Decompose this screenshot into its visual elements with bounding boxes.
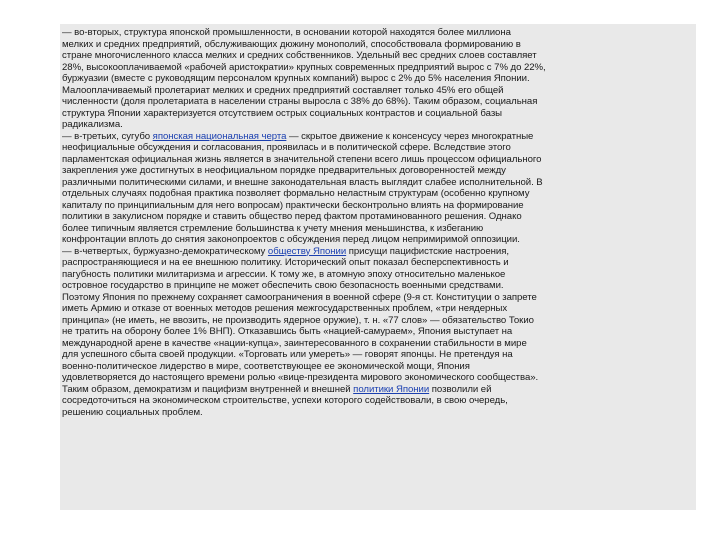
- text-segment: присущи пацифистские настроения,: [346, 245, 509, 257]
- text-line: [62, 177, 696, 189]
- text-line: [62, 39, 696, 51]
- text-line: [62, 200, 696, 212]
- text-segment: Поэтому Япония по прежнему сохраняет самоограничения в военной сфере (9-я ст. Конституции о запрете: [62, 291, 537, 303]
- text-segment: буржуазии (вместе с руководящим персоналом крупных компаний) вырос с 2% до 5% населения Японии.: [62, 73, 530, 84]
- text-segment: удовлетворяется до настоящего времени ролью «вице-президента мирового экономического сообщества».: [62, 372, 539, 383]
- text-segment: решению социальных проблем.: [62, 406, 203, 418]
- text-segment: конфронтации вплоть до снятия законопроектов с обсуждения перед лицом непримиримой оппозиции.: [62, 234, 520, 245]
- text-line: [62, 73, 696, 85]
- text-segment: островное государство в принципе не может обеспечить свою безопасность военными средствами.: [62, 280, 504, 291]
- text-segment: позволили ей: [429, 383, 492, 395]
- text-segment: различными политическими силами, и внешне законодательная власть выглядит слабее исполнительной. В: [62, 176, 543, 188]
- text-line: [62, 234, 696, 246]
- text-segment: — во-вторых, структура японской промышленности, в основании которой находятся более миллиона: [62, 27, 511, 38]
- text-segment: не тратить на оборону более 1% ВНП). Отказавшись быть «нацией-самураем», Япония выступает на: [62, 326, 513, 337]
- document-text: [62, 27, 696, 418]
- text-segment: сосредоточиться на экономическом строительстве, успехи которого содействовали, в свою очередь,: [62, 395, 508, 406]
- text-line: [62, 85, 696, 97]
- text-segment: Малооплачиваемый пролетариат мелких и средних предприятий составляет только 45% его общей: [62, 84, 504, 96]
- text-line: [62, 246, 696, 258]
- text-line: [62, 142, 696, 154]
- text-segment: более типичным является стремление большинства к учету мнения меньшинства, к избеганию: [62, 222, 484, 234]
- text-segment: военно-политическое лидерство в мире, соответствующее ее экономической мощи, Япония: [62, 360, 470, 372]
- text-segment: распространяющиеся и на ее внешнюю политику. Исторический опыт показал бесперспективность и: [62, 257, 509, 268]
- text-segment: парламентская официальная жизнь является в значительной степени всего лишь процессом официального: [62, 153, 542, 165]
- text-segment: пагубность политики милитаризма и агрессии. К тому же, в атомную эпоху относительно маленькое: [62, 268, 506, 280]
- text-segment: — скрытое движение к консенсусу через многократные: [286, 130, 534, 142]
- text-line: [62, 326, 696, 338]
- text-segment: иметь Армию и отказе от военных методов решения межгосударственных проблем, «три неядерных: [62, 303, 508, 314]
- text-line: [62, 269, 696, 281]
- text-line: [62, 292, 696, 304]
- text-segment: — в-четвертых, буржуазно-демократическому: [62, 245, 268, 257]
- document-page: [60, 24, 696, 510]
- text-segment: 28%, высокооплачиваемой «рабочей аристократии» крупных современных предприятий вырос с 7% до 22%,: [62, 61, 546, 73]
- text-line: [62, 407, 696, 419]
- text-line: [62, 62, 696, 74]
- text-line: [62, 315, 696, 327]
- text-segment: — в-третьих, сугубо: [62, 130, 153, 142]
- inline-link[interactable]: политики Японии: [353, 383, 430, 395]
- inline-link[interactable]: японская национальная черта: [152, 130, 287, 142]
- paragraph: [62, 27, 696, 131]
- text-line: [62, 384, 696, 396]
- text-line: [62, 119, 696, 131]
- paragraph: [62, 384, 696, 419]
- text-line: [62, 165, 696, 177]
- text-segment: принципа» (не иметь, не ввозить, не производить ядерное оружие), т. н. «77 слов» — обязательство Токио: [62, 314, 534, 326]
- text-segment: капиталу по принципиальным для него вопросам) практически бесконтрольно влиять на формирование: [62, 199, 524, 211]
- text-line: [62, 257, 696, 269]
- text-line: [62, 27, 696, 39]
- text-segment: неофициальные обсуждения и согласования, проявилась и в политической сфере. Вследствие этого: [62, 142, 511, 153]
- text-segment: стране многочисленного класса мелких и средних собственников. Удельный вес средних слоев составляет: [62, 50, 537, 61]
- text-line: [62, 108, 696, 120]
- text-line: [62, 361, 696, 373]
- text-segment: мелких и средних предприятий, обслуживающих дюжину монополий, способствовала формированию в: [62, 38, 521, 50]
- text-line: [62, 349, 696, 361]
- text-segment: политики в закулисном порядке и ставить общество перед фактом протаминованного решения. Однако: [62, 211, 522, 222]
- inline-link[interactable]: обществу Японии: [267, 245, 347, 257]
- text-segment: международной арене в качестве «нации-купца», заинтересованного в сохранении стабильности в мире: [62, 337, 527, 349]
- paragraph: [62, 246, 696, 384]
- text-line: [62, 96, 696, 108]
- text-line: [62, 131, 696, 143]
- text-line: [62, 188, 696, 200]
- text-line: [62, 50, 696, 62]
- text-line: [62, 338, 696, 350]
- paragraph: [62, 131, 696, 246]
- text-line: [62, 154, 696, 166]
- text-line: [62, 223, 696, 235]
- text-line: [62, 372, 696, 384]
- text-segment: для успешного сбыта своей продукции. «Торговать или умереть» — говорят японцы. Не претендуя на: [62, 349, 513, 360]
- text-line: [62, 211, 696, 223]
- text-segment: закрепления уже достигнутых в неофициальном порядке предварительных договоренностей между: [62, 165, 506, 176]
- text-segment: радикализма.: [62, 119, 123, 130]
- text-line: [62, 280, 696, 292]
- text-segment: структура Японии характеризуется отсутствием острых социальных контрастов и социальной базы: [62, 107, 503, 119]
- text-segment: численности (доля пролетариата в населении страны выросла с 38% до 68%). Таким образом, социальная: [62, 96, 538, 107]
- text-line: [62, 395, 696, 407]
- text-segment: Таким образом, демократизм и пацифизм внутренней и внешней: [62, 383, 354, 395]
- text-segment: отдельных случаях подобная практика позволяет формально неластным структурам (особенно крупному: [62, 188, 530, 199]
- text-line: [62, 303, 696, 315]
